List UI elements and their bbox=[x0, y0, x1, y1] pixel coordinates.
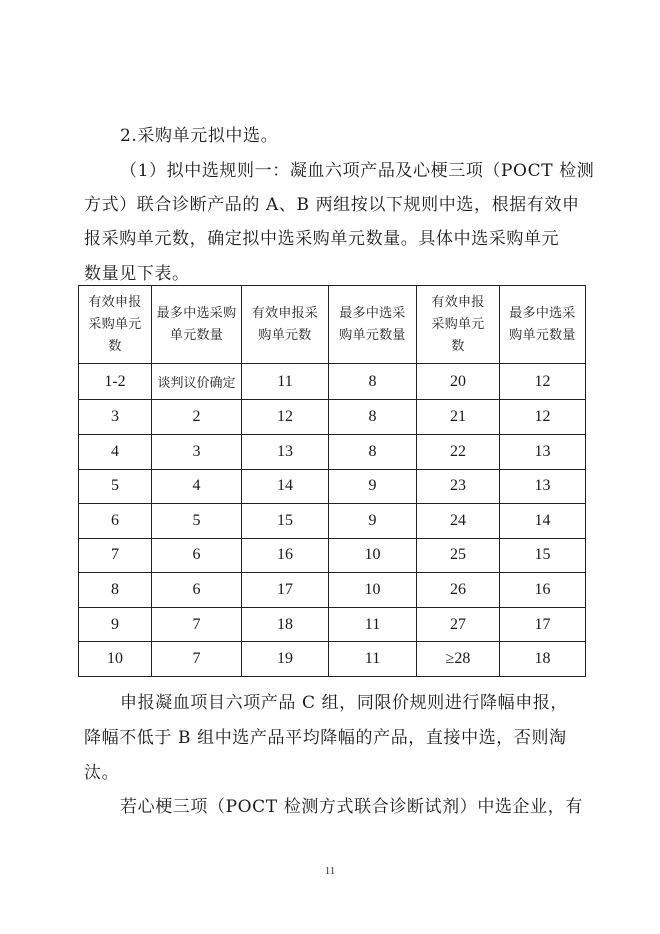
paragraph-1-line-3: 报采购单元数，确定拟中选采购单元数量。具体中选采购单元 bbox=[84, 229, 560, 249]
table-cell: 2 bbox=[152, 400, 242, 435]
table-cell: 13 bbox=[242, 434, 329, 469]
table-cell: 20 bbox=[417, 364, 500, 400]
table-header-cell: 有效申报采购单元数 bbox=[242, 286, 329, 364]
table-cell: 3 bbox=[152, 434, 242, 469]
table-cell: 7 bbox=[152, 642, 242, 677]
table-cell: 16 bbox=[500, 573, 586, 608]
paragraph-2-line-3: 汰。 bbox=[84, 763, 120, 783]
table-cell: 9 bbox=[329, 504, 417, 539]
table-cell: 4 bbox=[79, 434, 152, 469]
table-header-cell: 最多中选采购单元数量 bbox=[152, 286, 242, 364]
table-row bbox=[79, 538, 586, 573]
table-cell: 12 bbox=[500, 364, 586, 400]
paragraph-3-line-1: 若心梗三项（POCT 检测方式联合诊断试剂）中选企业，有 bbox=[120, 797, 583, 817]
paragraph-1-line-4: 数量见下表。 bbox=[84, 264, 190, 284]
table-cell: 24 bbox=[417, 504, 500, 539]
table-cell: 11 bbox=[329, 607, 417, 642]
page-number: 11 bbox=[324, 865, 336, 877]
table-cell: 9 bbox=[79, 607, 152, 642]
paragraph-2-line-2: 降幅不低于 B 组中选产品平均降幅的产品，直接中选，否则淘 bbox=[84, 728, 567, 748]
table-cell: 26 bbox=[417, 573, 500, 608]
table-cell: 9 bbox=[329, 469, 417, 504]
table-cell: 10 bbox=[329, 573, 417, 608]
table-cell: 5 bbox=[79, 469, 152, 504]
paragraph-2-line-1: 申报凝血项目六项产品 C 组，同限价规则进行降幅申报， bbox=[120, 693, 569, 713]
table-cell: 8 bbox=[329, 434, 417, 469]
selection-rule-table bbox=[78, 285, 586, 677]
table-header-cell: 最多中选采购单元数量 bbox=[500, 286, 586, 364]
table-cell: 7 bbox=[152, 607, 242, 642]
table-cell: 17 bbox=[500, 607, 586, 642]
table-cell: 10 bbox=[329, 538, 417, 573]
table-cell: 14 bbox=[500, 504, 586, 539]
table-cell: 8 bbox=[329, 364, 417, 400]
table-cell: 4 bbox=[152, 469, 242, 504]
table-cell: 6 bbox=[152, 538, 242, 573]
table-cell: 1-2 bbox=[79, 364, 152, 400]
table-cell: 13 bbox=[500, 469, 586, 504]
table-cell: 18 bbox=[500, 642, 586, 677]
table-row bbox=[79, 434, 586, 469]
table-cell: 12 bbox=[242, 400, 329, 435]
table-cell: 谈判议价确定 bbox=[152, 364, 242, 400]
table-cell: 3 bbox=[79, 400, 152, 435]
table-cell: 23 bbox=[417, 469, 500, 504]
table-cell: 15 bbox=[500, 538, 586, 573]
table-cell: 15 bbox=[242, 504, 329, 539]
table-header-cell: 有效申报采购单元数 bbox=[79, 286, 152, 364]
table-cell: 8 bbox=[79, 573, 152, 608]
table-cell: 6 bbox=[152, 573, 242, 608]
paragraph-1-line-1: （1）拟中选规则一：凝血六项产品及心梗三项（POCT 检测 bbox=[120, 161, 595, 181]
table-cell: 7 bbox=[79, 538, 152, 573]
table-cell: 5 bbox=[152, 504, 242, 539]
table-row bbox=[79, 400, 586, 435]
table-cell: 6 bbox=[79, 504, 152, 539]
table-cell: 18 bbox=[242, 607, 329, 642]
table-cell: 21 bbox=[417, 400, 500, 435]
table-cell: ≥28 bbox=[417, 642, 500, 677]
table-row bbox=[79, 469, 586, 504]
table-row bbox=[79, 364, 586, 400]
table-header-cell: 最多中选采购单元数量 bbox=[329, 286, 417, 364]
table-cell: 27 bbox=[417, 607, 500, 642]
table-row bbox=[79, 573, 586, 608]
table-header-cell: 有效申报采购单元数 bbox=[417, 286, 500, 364]
section-heading: 2.采购单元拟中选。 bbox=[120, 126, 279, 146]
table-cell: 12 bbox=[500, 400, 586, 435]
table-cell: 16 bbox=[242, 538, 329, 573]
table-row bbox=[79, 607, 586, 642]
table-cell: 22 bbox=[417, 434, 500, 469]
table-cell: 11 bbox=[242, 364, 329, 400]
table-cell: 13 bbox=[500, 434, 586, 469]
table-cell: 25 bbox=[417, 538, 500, 573]
table-row bbox=[79, 504, 586, 539]
table-header-row bbox=[79, 286, 586, 364]
table-row bbox=[79, 642, 586, 677]
table-cell: 10 bbox=[79, 642, 152, 677]
table-cell: 19 bbox=[242, 642, 329, 677]
table-cell: 14 bbox=[242, 469, 329, 504]
paragraph-1-line-2: 方式）联合诊断产品的 A、B 两组按以下规则中选，根据有效申 bbox=[84, 195, 580, 215]
table-cell: 8 bbox=[329, 400, 417, 435]
table-cell: 17 bbox=[242, 573, 329, 608]
table-cell: 11 bbox=[329, 642, 417, 677]
